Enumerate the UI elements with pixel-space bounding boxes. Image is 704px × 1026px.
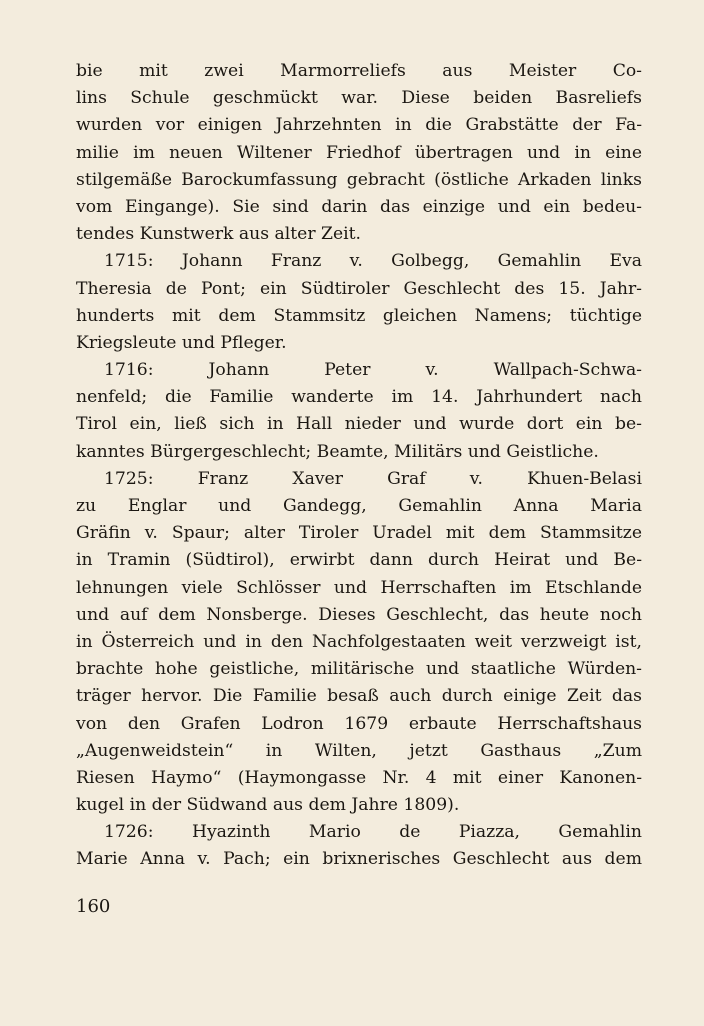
page-number: 160 — [76, 896, 111, 917]
text-line: kugel in der Südwand aus dem Jahre 1809). — [76, 795, 460, 816]
text-line: und auf dem Nonsberge. Dieses Geschlecht, das heute noch — [76, 604, 642, 625]
text-line: tendes Kunstwerk aus alter Zeit. — [76, 224, 361, 245]
text-line: in Tramin (Südtirol), erwirbt dann durch Heirat und Be- — [76, 550, 642, 571]
text-line: „Augenweidstein“ in Wilten, jetzt Gasthaus „Zum — [76, 740, 642, 761]
text-line: 1715: Johann Franz v. Golbegg, Gemahlin Eva — [104, 251, 642, 272]
text-line: träger hervor. Die Familie besaß auch durch einige Zeit das — [76, 686, 642, 707]
text-line: Tirol ein, ließ sich in Hall nieder und wurde dort ein be- — [76, 414, 642, 435]
text-line: stilgemäße Barockumfassung gebracht (östliche Arkaden links — [76, 169, 642, 190]
text-line: bie mit zwei Marmorreliefs aus Meister Co- — [76, 61, 642, 81]
text-line: Gräfin v. Spaur; alter Tiroler Uradel mit dem Stammsitze — [76, 523, 642, 544]
text-line: lins Schule geschmückt war. Diese beiden Basreliefs — [76, 88, 642, 109]
text-line: wurden vor einigen Jahrzehnten in die Grabstätte der Fa- — [76, 115, 642, 136]
body-text — [76, 58, 642, 874]
text-line: 1716: Johann Peter v. Wallpach-Schwa- — [104, 360, 642, 381]
text-line: 1725: Franz Xaver Graf v. Khuen-Belasi — [104, 468, 642, 489]
text-line: brachte hohe geistliche, militärische und staatliche Würden- — [76, 659, 642, 680]
text-line: Kriegsleute und Pfleger. — [76, 332, 287, 353]
text-line: in Österreich und in den Nachfolgestaaten weit verzweigt ist, — [76, 631, 642, 652]
text-line: Riesen Haymo“ (Haymongasse Nr. 4 mit einer Kanonen- — [76, 767, 642, 788]
text-line: vom Eingange). Sie sind darin das einzige und ein bedeu- — [76, 196, 642, 217]
text-line: 1726: Hyazinth Mario de Piazza, Gemahlin — [104, 822, 642, 843]
text-line: nenfeld; die Familie wanderte im 14. Jahrhundert nach — [76, 387, 642, 408]
text-line: kanntes Bürgergeschlecht; Beamte, Militärs und Geistliche. — [76, 441, 599, 462]
text-line: Theresia de Pont; ein Südtiroler Geschlecht des 15. Jahr- — [76, 278, 642, 299]
text-line: von den Grafen Lodron 1679 erbaute Herrschaftshaus — [76, 713, 642, 734]
text-line: hunderts mit dem Stammsitz gleichen Namens; tüchtige — [76, 305, 642, 326]
text-line: zu Englar und Gandegg, Gemahlin Anna Maria — [76, 496, 642, 516]
text-line: Marie Anna v. Pach; ein brixnerisches Geschlecht aus dem — [76, 849, 642, 870]
text-line: lehnungen viele Schlösser und Herrschaften im Etschlande — [76, 577, 642, 598]
text-line: milie im neuen Wiltener Friedhof übertragen und in eine — [76, 142, 642, 163]
